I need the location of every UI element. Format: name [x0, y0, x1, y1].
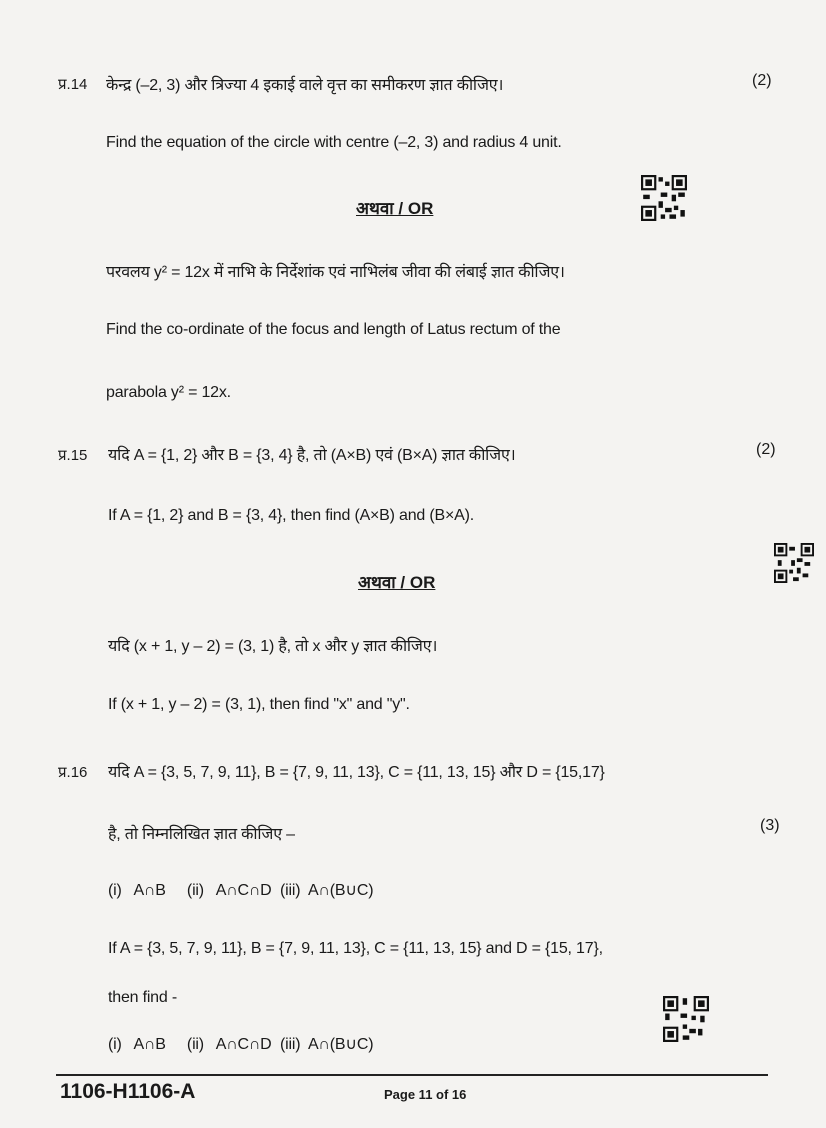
qr-code-icon	[774, 543, 814, 583]
footer-divider	[56, 1074, 768, 1076]
q16-parts-hindi: (i) A∩B (ii) A∩C∩D (iii) A∩(B∪C)	[108, 882, 374, 899]
q15-english-text: If A = {1, 2} and B = {3, 4}, then find (A×B) and (B×A).	[108, 507, 474, 524]
question-number-15: प्र.15	[58, 447, 88, 464]
qr-code-icon	[641, 175, 687, 221]
paper-code: 1106-H1106-A	[60, 1080, 196, 1103]
q14-marks: (2)	[752, 72, 772, 89]
q14-alt-english-line1: Find the co-ordinate of the focus and length of Latus rectum of the	[106, 321, 561, 338]
q14-alt-hindi-text: परवलय y² = 12x में नाभि के निर्देशांक एवं नाभिलंब जीवा की लंबाई ज्ञात कीजिए।	[106, 264, 565, 281]
q14-english-text: Find the equation of the circle with centre (–2, 3) and radius 4 unit.	[106, 134, 562, 151]
q16-english-line1: If A = {3, 5, 7, 9, 11}, B = {7, 9, 11, 13}, C = {11, 13, 15} and D = {15, 17},	[108, 940, 603, 957]
q15-or-label: अथवा / OR	[358, 573, 436, 592]
page-number: Page 11 of 16	[384, 1087, 467, 1102]
qr-code-icon	[663, 996, 709, 1042]
question-number-14: प्र.14	[58, 76, 88, 93]
q15-alt-english-text: If (x + 1, y – 2) = (3, 1), then find "x" and "y".	[108, 696, 410, 713]
q15-marks: (2)	[756, 441, 776, 458]
q14-hindi-text: केन्द्र (–2, 3) और त्रिज्या 4 इकाई वाले वृत्त का समीकरण ज्ञात कीजिए।	[106, 77, 504, 94]
q16-english-line2: then find -	[108, 989, 177, 1006]
q16-marks: (3)	[760, 817, 780, 834]
q15-hindi-text: यदि A = {1, 2} और B = {3, 4} है, तो (A×B) एवं (B×A) ज्ञात कीजिए।	[108, 447, 516, 464]
q16-parts-english: (i) A∩B (ii) A∩C∩D (iii) A∩(B∪C)	[108, 1036, 374, 1053]
q15-alt-hindi-text: यदि (x + 1, y – 2) = (3, 1) है, तो x और y ज्ञात कीजिए।	[108, 638, 438, 655]
q16-hindi-line1: यदि A = {3, 5, 7, 9, 11}, B = {7, 9, 11, 13}, C = {11, 13, 15} और D = {15,17}	[108, 764, 605, 781]
q14-or-label: अथवा / OR	[356, 199, 434, 218]
q16-hindi-line2: है, तो निम्नलिखित ज्ञात कीजिए –	[108, 826, 295, 843]
question-number-16: प्र.16	[58, 764, 88, 781]
q14-alt-english-line2: parabola y² = 12x.	[106, 384, 231, 401]
